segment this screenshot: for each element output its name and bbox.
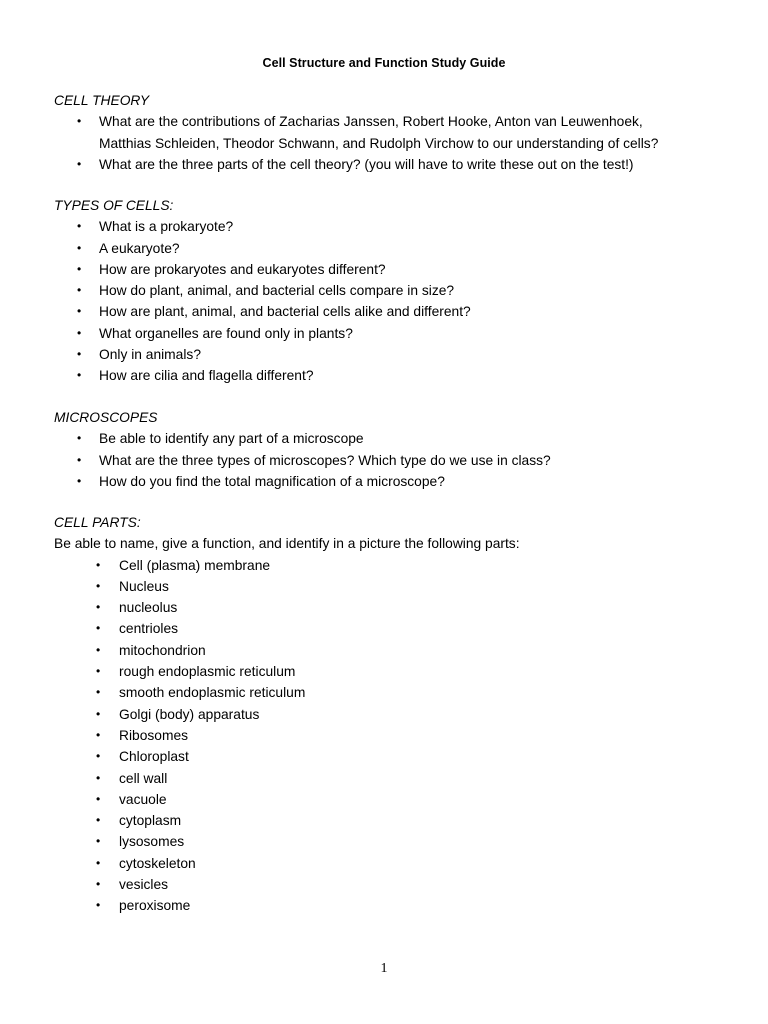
bullet-icon: • [96,706,101,721]
list-item [54,768,734,789]
list-item-text: cytoplasm [119,813,182,829]
list-item-text: Nucleus [119,578,169,594]
list-item [54,874,734,895]
bullet-icon: • [96,557,101,572]
list-item [54,831,734,852]
bullet-icon: • [77,347,82,362]
list-item [54,576,734,597]
list-item [54,301,734,322]
list-item-text: vacuole [119,791,167,807]
list-item-text: What is a prokaryote? [99,219,234,235]
list-item-continuation [54,133,734,154]
list-item-text: Golgi (body) apparatus [119,706,260,722]
bullet-icon: • [77,431,82,446]
bullet-icon: • [96,898,101,913]
list-item-text: smooth endoplasmic reticulum [119,685,306,701]
bullet-list [54,111,734,175]
bullet-icon: • [77,283,82,298]
list-item [54,259,734,280]
bullet-icon: • [96,813,101,828]
list-item-text: Cell (plasma) membrane [119,557,271,573]
bullet-icon: • [96,770,101,785]
list-item [54,344,734,365]
bullet-icon: • [96,855,101,870]
section-heading: CELL THEORY [54,93,150,108]
list-item [54,238,734,259]
list-item-text: What are the three parts of the cell theory? (you will have to write these out on the test!) [99,156,634,172]
section-heading: TYPES OF CELLS: [54,198,174,213]
section-types-of-cells [54,195,734,387]
section-intro: Be able to name, give a function, and identify in a picture the following parts: [54,536,520,552]
list-item-text: Be able to identify any part of a microscope [99,431,364,447]
section-microscopes [54,407,734,492]
bullet-icon: • [77,304,82,319]
list-item [54,789,734,810]
list-item [54,365,734,386]
bullet-icon: • [77,452,82,467]
list-item-text: Ribosomes [119,727,189,743]
list-item [54,216,734,237]
list-item [54,450,734,471]
bullet-icon: • [77,368,82,383]
bullet-icon: • [96,727,101,742]
bullet-icon: • [96,664,101,679]
list-item [54,725,734,746]
list-item [54,640,734,661]
list-item [54,555,734,576]
bullet-icon: • [77,240,82,255]
bullet-icon: • [77,114,82,129]
bullet-icon: • [96,621,101,636]
bullet-list [54,428,734,492]
list-item-text: How do you find the total magnification of a microscope? [99,473,445,489]
bullet-list [54,555,734,917]
bullet-icon: • [96,578,101,593]
list-item-text: Matthias Schleiden, Theodor Schwann, and Rudolph Virchow to our understanding of cells? [99,135,659,151]
bullet-list [54,216,734,386]
list-item [54,682,734,703]
list-item-text: nucleolus [119,600,178,616]
list-item-text: What organelles are found only in plants? [99,325,353,341]
bullet-icon: • [77,473,82,488]
bullet-icon: • [96,685,101,700]
list-item-text: peroxisome [119,898,191,914]
list-item-text: Only in animals? [99,347,201,363]
bullet-icon: • [96,834,101,849]
list-item [54,597,734,618]
list-item-text: A eukaryote? [99,240,180,256]
list-item-text: Chloroplast [119,749,189,765]
bullet-icon: • [77,156,82,171]
list-item [54,280,734,301]
list-item [54,471,734,492]
bullet-icon: • [77,219,82,234]
list-item [54,154,734,175]
list-item [54,853,734,874]
list-item [54,704,734,725]
document-title: Cell Structure and Function Study Guide [262,56,506,70]
list-item-text: How are cilia and flagella different? [99,368,314,384]
bullet-icon: • [77,325,82,340]
bullet-icon: • [96,600,101,615]
section-cell-parts [54,512,734,917]
list-item [54,428,734,449]
list-item [54,895,734,916]
list-item [54,618,734,639]
list-item-text: What are the three types of microscopes? Which type do we use in class? [99,452,551,468]
list-item-text: lysosomes [119,834,185,850]
list-item-text: vesicles [119,877,169,893]
bullet-icon: • [96,642,101,657]
bullet-icon: • [96,877,101,892]
list-item-text: cell wall [119,770,168,786]
list-item [54,111,734,132]
bullet-icon: • [77,261,82,276]
list-item-text: centrioles [119,621,179,637]
list-item-text: mitochondrion [119,642,206,658]
bullet-icon: • [96,749,101,764]
list-item [54,661,734,682]
list-item-text: rough endoplasmic reticulum [119,664,296,680]
list-item-text: What are the contributions of Zacharias Janssen, Robert Hooke, Anton van Leuwenhoek, [99,114,643,130]
list-item-text: How are plant, animal, and bacterial cells alike and different? [99,304,471,320]
page-number: 1 [380,961,388,976]
bullet-icon: • [96,791,101,806]
list-item-text: How are prokaryotes and eukaryotes different? [99,261,386,277]
list-item-text: How do plant, animal, and bacterial cells compare in size? [99,283,455,299]
section-heading: MICROSCOPES [54,410,158,425]
list-item-text: cytoskeleton [119,855,196,871]
section-cell-theory [54,90,734,175]
list-item [54,746,734,767]
list-item [54,810,734,831]
section-heading: CELL PARTS: [54,515,141,530]
list-item [54,323,734,344]
